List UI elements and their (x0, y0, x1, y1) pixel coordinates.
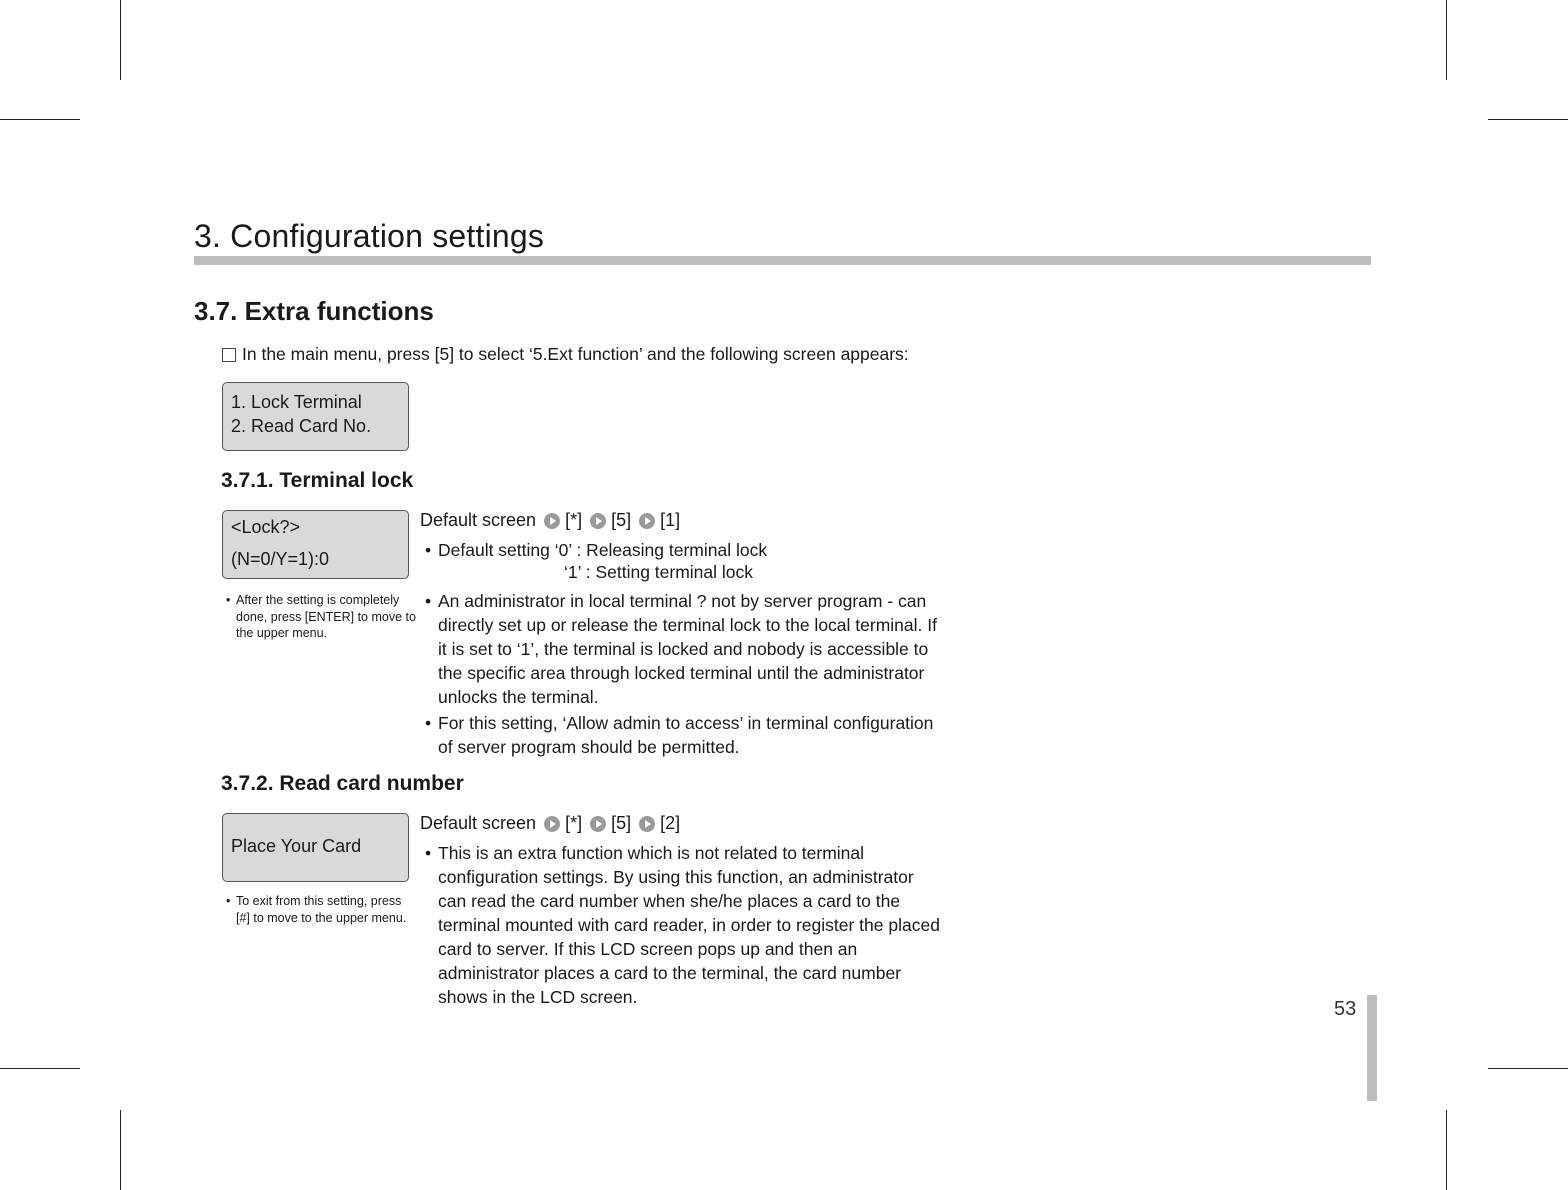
bullet-continuation: ‘1’ : Setting terminal lock (564, 562, 754, 582)
lcd-line: 1. Lock Terminal (231, 392, 362, 412)
lcd-line: 2. Read Card No. (231, 416, 372, 436)
card-lcd-screen (222, 813, 409, 882)
bullet-item (425, 841, 945, 1009)
bullet-text: Default setting ‘0’ : Releasing terminal lock (438, 540, 768, 560)
bullet-dot: • (226, 593, 231, 607)
lcd-line: <Lock?> (231, 517, 301, 537)
bullet-item (425, 711, 945, 759)
arrow-right-icon (639, 513, 655, 529)
chapter-title: 3. Configuration settings (194, 218, 545, 254)
crop-mark (0, 1068, 80, 1069)
nav-key: [2] (660, 813, 681, 833)
crop-mark (1446, 0, 1447, 80)
note-text: After the setting is completely done, press [ENTER] to move to the upper menu. (236, 593, 416, 640)
checkbox-icon (222, 348, 236, 362)
bullet-item (425, 538, 945, 562)
nav-label: Default screen (420, 510, 537, 530)
note-text: To exit from this setting, press [#] to move to the upper menu. (236, 894, 407, 925)
bullet-dot: • (226, 894, 231, 908)
bullet-dot: • (425, 591, 432, 611)
note (226, 592, 416, 642)
menu-lcd-screen (222, 382, 409, 451)
bullet-dot: • (425, 713, 432, 733)
lcd-line: Place Your Card (231, 836, 362, 856)
bullet-item (425, 589, 945, 709)
arrow-right-icon (639, 816, 655, 832)
nav-key: [1] (660, 510, 681, 530)
nav-path (420, 510, 680, 531)
nav-key: [5] (611, 510, 632, 530)
page-tab-marker (1367, 995, 1377, 1101)
subsection-title-read-card: 3.7.2. Read card number (221, 772, 464, 795)
section-title: 3.7. Extra functions (194, 296, 434, 326)
nav-label: Default screen (420, 813, 537, 833)
arrow-right-icon (544, 513, 560, 529)
chapter-rule (194, 256, 1371, 265)
bullet-dot: • (425, 540, 432, 560)
arrow-right-icon (590, 816, 606, 832)
nav-key: [*] (565, 813, 583, 833)
note (226, 893, 416, 926)
nav-path (420, 813, 680, 834)
crop-mark (0, 119, 80, 120)
bullet-text: For this setting, ‘Allow admin to access’ in terminal configuration of server program should be permitted. (438, 713, 934, 757)
crop-mark (120, 1110, 121, 1190)
bullet-text: This is an extra function which is not related to terminal configuration settings. By using this function, an administrator can read the card number when she/he places a card to the terminal mounted with card reader, in order to register the placed card to server. If this LCD screen pops up and then an administrator places a card to the terminal, the card number shows in the LCD screen. (438, 843, 940, 1007)
nav-key: [5] (611, 813, 632, 833)
arrow-right-icon (544, 816, 560, 832)
crop-mark (1446, 1110, 1447, 1190)
subsection-title-terminal-lock: 3.7.1. Terminal lock (221, 469, 414, 492)
nav-key: [*] (565, 510, 583, 530)
lcd-line: (N=0/Y=1):0 (231, 549, 330, 569)
crop-mark (1488, 119, 1568, 120)
crop-mark (120, 0, 121, 80)
lock-lcd-screen (222, 510, 409, 579)
crop-mark (1488, 1068, 1568, 1069)
intro-text: In the main menu, press [5] to select ‘5.Ext function’ and the following screen appears: (242, 344, 909, 364)
page-number: 53 (1334, 998, 1357, 1020)
intro-paragraph (222, 344, 909, 365)
bullet-dot: • (425, 843, 432, 863)
bullet-text: An administrator in local terminal ? not by server program - can directly set up or release the terminal lock to the local terminal. If it is set to ‘1’, the terminal is locked and nobody is accessible to the specific area through locked terminal until the administrator unlocks the terminal. (438, 591, 937, 707)
arrow-right-icon (590, 513, 606, 529)
